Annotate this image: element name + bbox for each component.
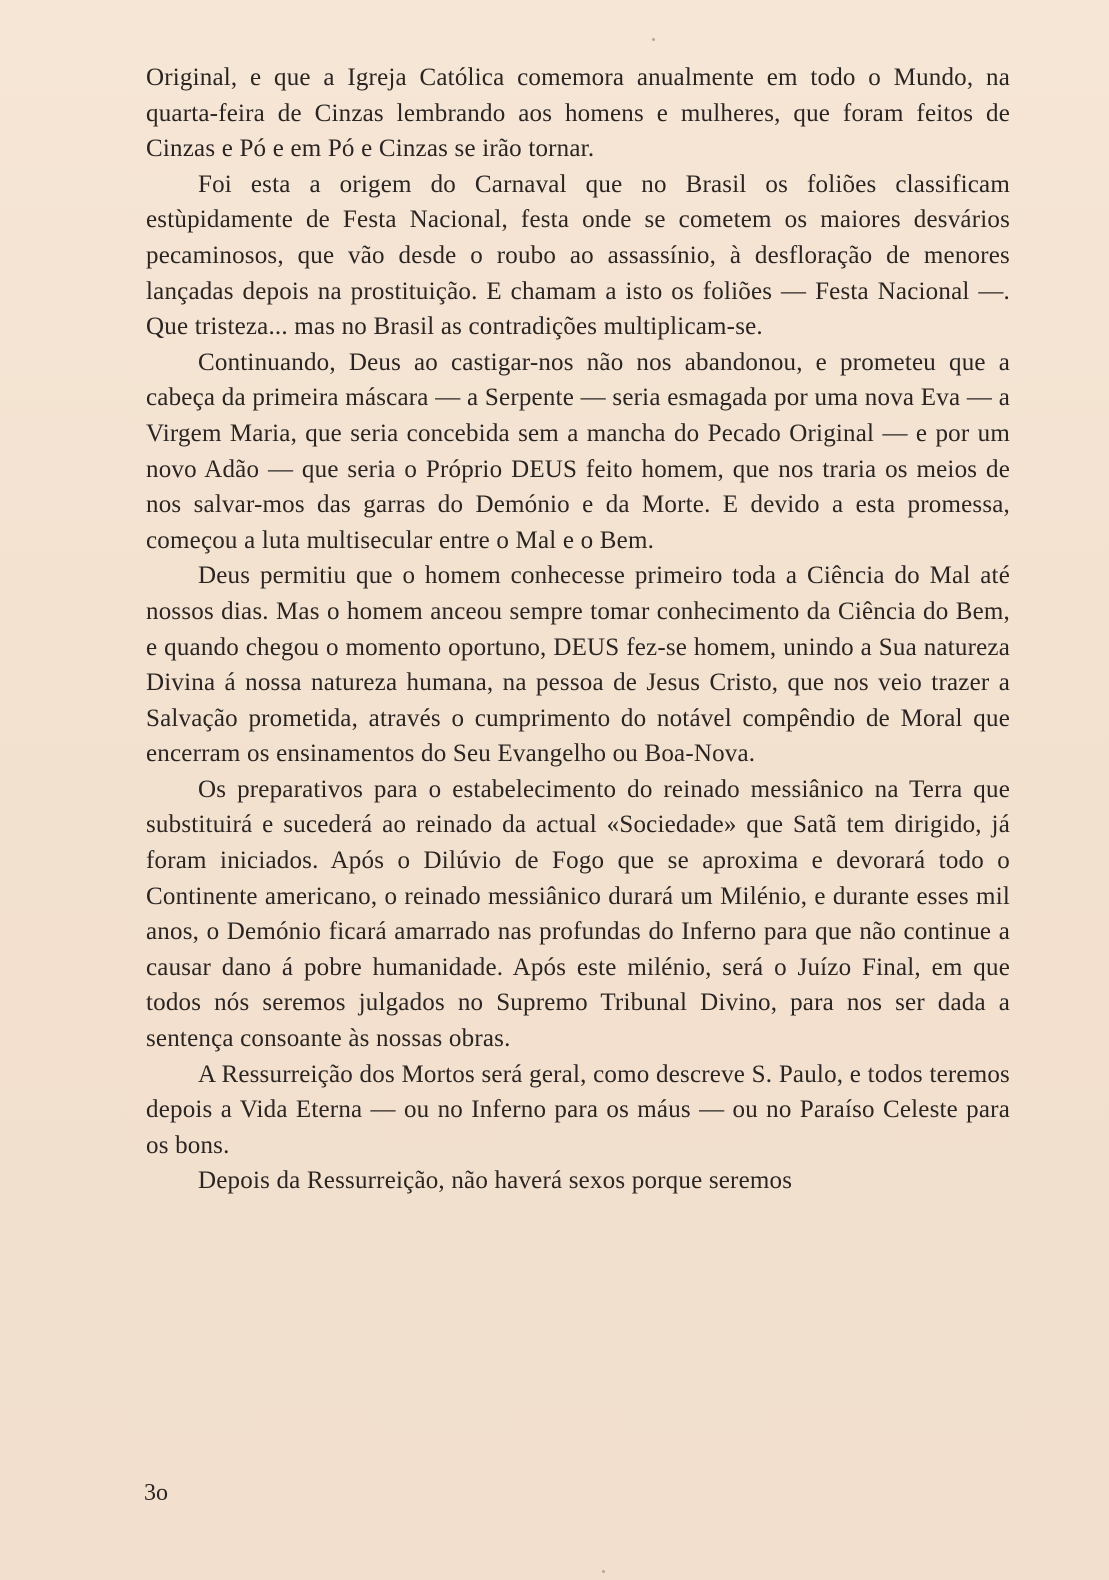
page-number: 3o <box>144 1480 168 1506</box>
paragraph-1: Original, e que a Igreja Católica comemora anualmente em todo o Mundo, na quarta-feira de Cinzas lembrando aos homens e mulheres, que foram feitos de Cinzas e Pó e em Pó e Cinzas se irão tornar. <box>146 64 1010 163</box>
paragraph-7: Depois da Ressurreição, não haverá sexos porque seremos <box>198 1167 793 1195</box>
paragraph-5: Os preparativos para o estabelecimento do reinado messiânico na Terra que substituirá e sucederá ao reinado da actual «Sociedade» que Satã tem dirigido, já foram iniciados. Após o Dilúvio de Fogo que se aproxima e devorará todo o Continente americano, o reinado messiânico durará um Milénio, e durante esses mil anos, o Demónio ficará amarrado nas profundas do Inferno para que não continue a causar dano á pobre humanidade. Após este milénio, será o Juízo Final, em que todos nós seremos julgados no Supremo Tribunal Divino, para nos ser dada a sentença consoante às nossas obras. <box>146 775 1010 1053</box>
paragraph-2: Foi esta a origem do Carnaval que no Brasil os foliões classificam estùpidamente de Festa Nacional, festa onde se cometem os maiores desvários pecaminosos, que vão desde o roubo ao assassínio, à desfloração de menores lançadas depois na prostituição. E chamam a isto os foliões — Festa Nacional —. Que tristeza... mas no Brasil as contradições multiplicam-se. <box>146 170 1010 341</box>
paragraph-6: A Ressurreição dos Mortos será geral, como descreve S. Paulo, e todos teremos depois a Vida Eterna — ou no Inferno para os máus — ou no Paraíso Celeste para os bons. <box>146 1060 1010 1159</box>
body-text <box>146 60 1010 1199</box>
paper-speck <box>602 1570 605 1573</box>
paragraph-4: Deus permitiu que o homem conhecesse primeiro toda a Ciência do Mal até nossos dias. Mas o homem anceou sempre tomar conhecimento da Ciência do Bem, e quando chegou o momento oportuno, DEUS fez-se homem, unindo a Sua natureza Divina á nossa natureza humana, na pessoa de Jesus Cristo, que nos veio trazer a Salvação prometida, através o cumprimento do notável compêndio de Moral que encerram os ensinamentos do Seu Evangelho ou Boa-Nova. <box>146 562 1010 768</box>
paper-speck <box>652 38 655 41</box>
paragraph-3: Continuando, Deus ao castigar-nos não nos abandonou, e prometeu que a cabeça da primeira máscara — a Serpente — seria esmagada por uma nova Eva — a Virgem Maria, que seria concebida sem a mancha do Pecado Original — e por um novo Adão — que seria o Próprio DEUS feito homem, que nos traria os meios de nos salvar-mos das garras do Demónio e da Morte. E devido a esta promessa, começou a luta multisecular entre o Mal e o Bem. <box>146 348 1010 554</box>
